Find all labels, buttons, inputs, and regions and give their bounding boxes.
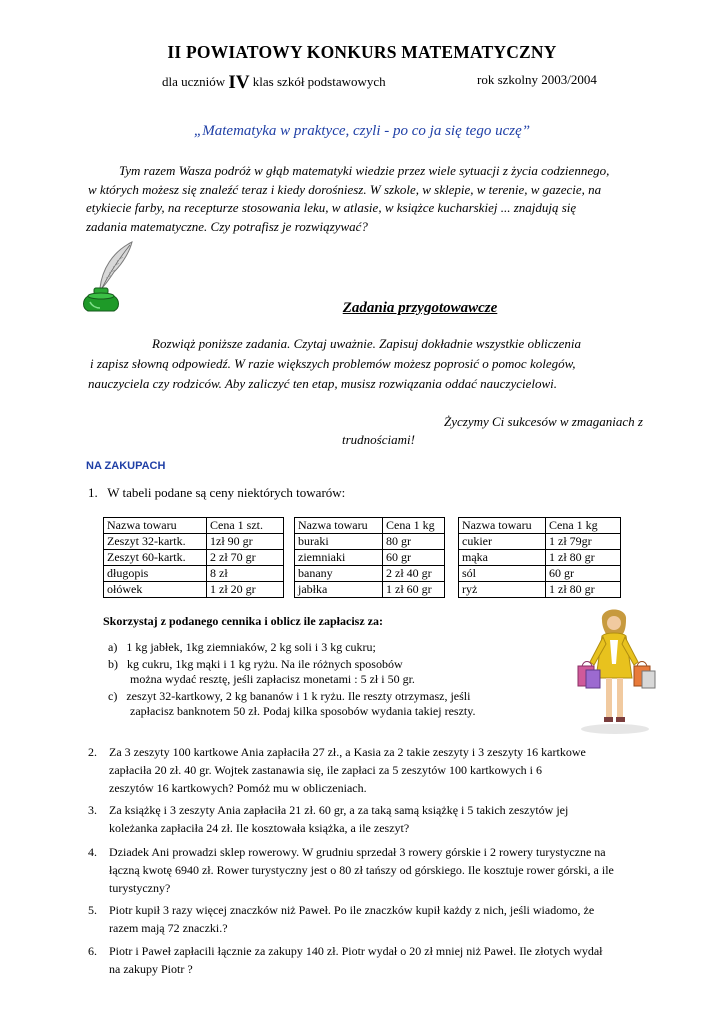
subtask-line xyxy=(108,689,475,704)
header-cell: Cena 1 kg xyxy=(546,518,621,534)
motto: „Matematyka w praktyce, czyli - po co ja się tego uczę” xyxy=(193,123,531,139)
table-header-row xyxy=(459,518,621,534)
page-title: II POWIATOWY KONKURS MATEMATYCZNY xyxy=(167,42,557,62)
problem-text: Za książkę i 3 zeszyty Ania zapłaciła 21 zł. 60 gr, a za taką samą książkę i 5 takich zeszytów jej xyxy=(109,803,569,817)
problem-text: Dziadek Ani prowadzi sklep rowerowy. W grudniu sprzedał 3 rowery górskie i 2 rowery turystyczne na xyxy=(109,845,606,859)
table-header-row xyxy=(295,518,445,534)
question-1 xyxy=(88,485,345,501)
price-table-stationery xyxy=(103,517,284,598)
table-row xyxy=(295,534,445,550)
problem-text: koleżanka zapłaciła 24 zł. Ile kosztowała książka, a ile zeszyt? xyxy=(109,821,410,835)
table-row xyxy=(459,534,621,550)
problem-2 xyxy=(88,743,698,797)
problem-5 xyxy=(88,901,698,937)
subtask-label: b) xyxy=(108,657,118,671)
price-cell: 2 zł 70 gr xyxy=(207,550,284,566)
problem-6 xyxy=(88,942,698,978)
problem-number: 2. xyxy=(88,745,97,759)
rules-paragraph xyxy=(88,334,688,394)
price-cell: 80 gr xyxy=(383,534,445,550)
problem-text: Piotr kupił 3 razy więcej znaczków niż Paweł. Po ile znaczków kupił każdy z nich, jeśli wiadomo, że xyxy=(109,903,595,917)
problem-number: 4. xyxy=(88,845,97,859)
price-cell: 1zł 90 gr xyxy=(207,534,284,550)
header-cell: Cena 1 szt. xyxy=(207,518,284,534)
problem-number: 5. xyxy=(88,903,97,917)
price-cell: 1 zł 20 gr xyxy=(207,582,284,598)
table-row xyxy=(104,534,284,550)
table-row xyxy=(104,550,284,566)
problem-text: Za 3 zeszyty 100 kartkowe Ania zapłaciła 27 zł., a Kasia za 2 takie zeszyty i 3 zeszyty 16 kartkowe xyxy=(109,745,586,759)
rules-line: nauczyciela czy rodziców. Aby zaliczyć ten etap, musisz rozwiązania oddać nauczycielowi. xyxy=(88,376,558,391)
item-cell: mąka xyxy=(459,550,546,566)
subtask-text: można wydać resztę, jeśli zapłacisz monetami : 5 zł i 50 gr. xyxy=(130,672,415,686)
item-cell: ołówek xyxy=(104,582,207,598)
item-cell: banany xyxy=(295,566,383,582)
table-row xyxy=(104,566,284,582)
item-cell: sól xyxy=(459,566,546,582)
intro-line: etykiecie farby, na recepturze stosowania leku, w atlasie, w książce kucharskiej ... znajdują się xyxy=(86,200,577,215)
intro-line: w których możesz się znaleźć teraz i kiedy dorośniesz. W szkole, w sklepie, w terenie, w gazecie, na xyxy=(88,181,602,197)
price-table-vegetables xyxy=(294,517,445,598)
audience-line xyxy=(162,72,386,94)
item-cell: ziemniaki xyxy=(295,550,383,566)
price-table-groceries xyxy=(458,517,621,598)
subtask-line xyxy=(108,657,415,672)
problem-text: łączną kwotę 6940 zł. Rower turystyczny jest o 80 zł tańszy od górskiego. Ile kosztuje rower górski, a ile xyxy=(109,863,614,877)
price-cell: 60 gr xyxy=(546,566,621,582)
price-cell: 2 zł 40 gr xyxy=(383,566,445,582)
price-cell: 1 zł 80 gr xyxy=(546,550,621,566)
wish-line: trudnościami! xyxy=(342,432,415,447)
intro-line: zadania matematyczne. Czy potrafisz je rozwiązywać? xyxy=(86,218,368,234)
item-cell: buraki xyxy=(295,534,383,550)
problem-text: na zakupy Piotr ? xyxy=(109,962,193,976)
problem-text: zapłaciła 20 zł. 40 gr. Wojtek zastanawia się, ile zapłaci za 5 zeszytów 100 kartkowych i 6 xyxy=(109,763,542,777)
problem-number: 6. xyxy=(88,944,97,958)
problem-text: turystyczny? xyxy=(109,881,171,895)
shopping-woman-icon xyxy=(570,604,660,736)
table-header-row xyxy=(104,518,284,534)
problem-number: 3. xyxy=(88,803,97,817)
grade-number: IV xyxy=(228,72,250,93)
problem-text: Piotr i Paweł zapłacili łącznie za zakupy 140 zł. Piotr wydał o 20 zł mniej niż Paweł. Ile złotych wydał xyxy=(109,944,603,958)
wish-line: Życzymy Ci sukcesów w zmaganiach z xyxy=(444,414,643,429)
subtask-line xyxy=(108,640,376,655)
topic-heading: NA ZAKUPACH xyxy=(86,460,166,472)
section-heading: Zadania przygotowawcze xyxy=(342,300,498,316)
header-cell: Nazwa towaru xyxy=(459,518,546,534)
item-cell: długopis xyxy=(104,566,207,582)
table-row xyxy=(459,582,621,598)
price-cell: 1 zł 80 gr xyxy=(546,582,621,598)
item-cell: ryż xyxy=(459,582,546,598)
subtask-text: zeszyt 32-kartkowy, 2 kg bananów i 1 k ryżu. Ile reszty otrzymasz, jeśli xyxy=(126,689,471,703)
problem-4 xyxy=(88,843,698,897)
rules-line: Rozwiąż poniższe zadania. Czytaj uważnie. Zapisuj dokładnie wszystkie obliczenia xyxy=(152,336,581,351)
intro-line: Tym razem Wasza podróż w głąb matematyki wiedzie przez wiele sytuacji z życia codziennego, xyxy=(119,163,610,178)
problem-text: zeszytów 16 kartkowych? Pomóż mu w obliczeniach. xyxy=(109,781,367,795)
rules-line: i zapisz słowną odpowiedź. W razie większych problemów możesz poprosić o pomoc kolegów, xyxy=(90,356,576,371)
audience-suffix: klas szkół podstawowych xyxy=(252,74,386,89)
price-cell: 60 gr xyxy=(383,550,445,566)
subtask-a xyxy=(108,640,376,655)
table-row xyxy=(295,582,445,598)
item-cell: cukier xyxy=(459,534,546,550)
question-text: W tabeli podane są ceny niektórych towarów: xyxy=(107,485,346,500)
header-cell: Cena 1 kg xyxy=(383,518,445,534)
subtask-label: a) xyxy=(108,640,118,654)
intro-paragraph xyxy=(86,162,686,236)
item-cell: Zeszyt 60-kartk. xyxy=(104,550,207,566)
subtask-b xyxy=(108,657,415,687)
table-row xyxy=(295,566,445,582)
table-row xyxy=(104,582,284,598)
price-cell: 1 zł 60 gr xyxy=(383,582,445,598)
instruction: Skorzystaj z podanego cennika i oblicz ile zapłacisz za: xyxy=(103,614,383,628)
header-cell: Nazwa towaru xyxy=(295,518,383,534)
table-row xyxy=(459,550,621,566)
subtask-label: c) xyxy=(108,689,118,703)
problem-3 xyxy=(88,801,698,837)
header-cell: Nazwa towaru xyxy=(104,518,207,534)
table-row xyxy=(295,550,445,566)
problem-text: razem mają 72 znaczki.? xyxy=(109,921,228,935)
subtask-c xyxy=(108,689,475,719)
school-year: rok szkolny 2003/2004 xyxy=(477,72,597,87)
question-number: 1. xyxy=(88,485,98,500)
subtask-text: zapłacisz banknotem 50 zł. Podaj kilka sposobów wydania takiej reszty. xyxy=(130,704,476,718)
item-cell: Zeszyt 32-kartk. xyxy=(104,534,207,550)
audience-prefix: dla uczniów xyxy=(162,74,226,89)
item-cell: jabłka xyxy=(295,582,383,598)
subtask-text: kg cukru, 1kg mąki i 1 kg ryżu. Na ile różnych sposobów xyxy=(127,657,403,671)
price-cell: 1 zł 79gr xyxy=(546,534,621,550)
price-cell: 8 zł xyxy=(207,566,284,582)
table-row xyxy=(459,566,621,582)
subtask-text: 1 kg jabłek, 1kg ziemniaków, 2 kg soli i 3 kg cukru; xyxy=(126,640,376,654)
